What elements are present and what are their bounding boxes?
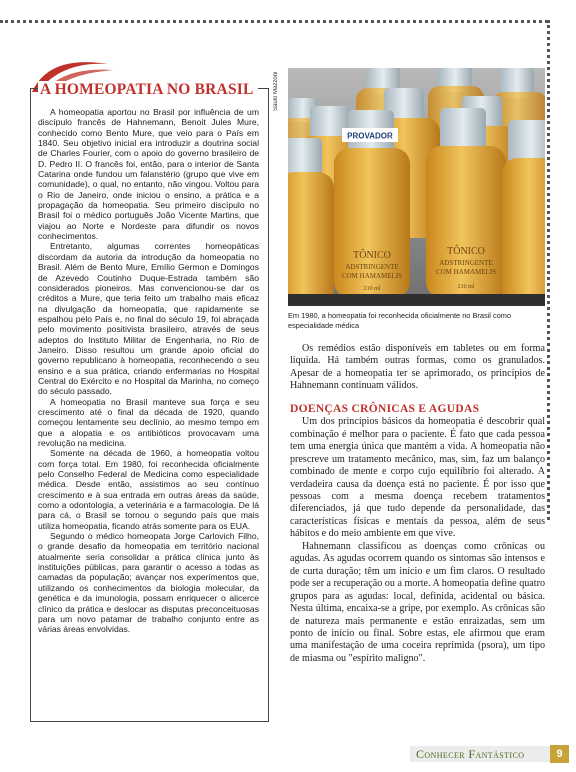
sidebar-paragraph: Somente na década de 1960, a homeopatia voltou com força total. Em 1980, foi reconhecida oficialmente pelo Conselho Federal de Medicina como especialidade médica. Desde então, assistimos ao seu contínuo crescimento e à sua entrada em outras áreas da saúde, como a odontologia, a veterinária e a farmacologia. De lá para cá, o Brasil se tornou o segundo país que mais utiliza homeopatia, ficando atrás somente para os EUA.	[38, 448, 259, 531]
sidebar-paragraph: A homeopatia aportou no Brasil por influência de um discípulo francês de Hahnemann, Benoit Jules Mure, conhecido como Bento Mure, que veio para o País em 1840. Seu objetivo inicial era introduzir a doutrina social de Charles Fourier, com o apoio do governo brasileiro de D. Pedro II. O francês foi, então, para o interior de Santa Catarina onde fundou um falanstério (grupo que vive em comunidade), o qual, no entanto, não vingou. Voltou para o Rio de Janeiro, onde iniciou o ensino, a prática e a propagação da homeopatia. Seu primeiro discípulo no Brasil foi o médico português João Vicente Martins, que viajou ao Norte e Nordeste para difundir os novos conhecimentos.	[38, 107, 259, 242]
bottle-label-line: TÔNICO	[447, 246, 485, 257]
article-intro: Os remédios estão disponíveis em tabletes ou em forma líquida. Há também outras formas, como os granulados. Apesar de a homeopatia ter se aprimorado, os princípios de Hahnemann continuam válidos.	[290, 343, 545, 392]
bottle-tag-text: PROVADOR	[347, 131, 393, 141]
bottle-label-line: 210 ml	[457, 284, 475, 290]
bottle-label-line: COM HAMAMELIS	[341, 272, 403, 280]
bottle-label-line: ADSTRINGENTE	[345, 263, 399, 271]
bottles-illustration	[288, 68, 545, 306]
sidebar-paragraph: Entretanto, algumas correntes homeopáticas discordam da autoria da introdução da homeopatia no Brasil. Além de Bento Mure, Emílio Germon e Domingos de Azevedo Coutinho Duque-Estrada também são considerados pioneiros. Mas convencionou-se dar os créditos a Mure, que teria feito um trabalho mais eficaz na divulgação da homeopatia, que rapidamente se espalhou pelo País e, no final do século 19, foi abraçada pelo movimento positivista brasileiro, através de seus adeptos do Instituto Militar de Engenharia, no Rio de Janeiro. Disso resultou um grande apoio oficial do governo republicano à homeopatia, reconhecendo o seu ensino e a sua prática, criando enfermarias no Hospital Central do Exército e no Hospital da Marinha, no começo do século passado.	[38, 241, 259, 397]
bottle-label-line: 210 ml	[363, 286, 381, 292]
article-paragraph: Hahnemann classificou as doenças como crônicas ou agudas. As agudas ocorrem quando os sintomas são intensos e de curta duração; têm um início e um fim claros. O resultado pode ser a recuperação ou a morte. A homeopatia define quatro grupos para as agudas: local, definida, acidental ou básica. Nesta última, encaixa-se a gripe, por exemplo. As crônicas são de natureza mais permanente e estão enraizadas, sem um ponto de início ou final. Sobre estas, ele afirmou que eram uma manifestação de uma coceira reprimida (psora), um tipo de miasma ou "espírito maligno".	[290, 540, 545, 664]
sidebar-body	[38, 107, 259, 717]
top-dotted-border	[0, 20, 548, 23]
sidebar-paragraph: A homeopatia no Brasil manteve sua força e seu crescimento até o final da década de 1920, quando começou lentamente seu declínio, ao mesmo tempo em que a alopatia e os antibióticos provocavam uma revolução na medicina.	[38, 396, 259, 448]
photo-credit: Saulo Mazzoni	[273, 72, 279, 112]
article-column	[290, 343, 545, 735]
bottles-photo	[288, 68, 545, 306]
right-dotted-border	[547, 20, 550, 520]
bottle-label-line: ADSTRINGENTE	[439, 259, 493, 267]
bottle-label-line: COM HAMAMELIS	[435, 268, 497, 276]
bottle-label-line: TÔNICO	[353, 250, 391, 261]
article-paragraph: Um dos princípios básicos da homeopatia é descobrir qual combinação é melhor para o paciente. É fato que cada pessoa tem uma energia única que mantém a vida. A homeopatia não prescreve um tratamento mecânico, mas, sim, faz um balanço combinado de mente e corpo cujo equilíbrio foi alterado. A verdadeira causa da doença está no paciente. É por isso que pessoas com a mesma doença recebem tratamentos diferenciados, já que tudo depende da personalidade, das características físicas e mentais da pessoa, além de seus hábitos e do meio ambiente em que vive.	[290, 416, 545, 540]
photo-caption: Em 1980, a homeopatia foi reconhecida oficialmente no Brasil como especialidade médica	[288, 311, 512, 330]
sidebar-title: A HOMEOPATIA NO BRASIL	[38, 81, 258, 99]
magazine-name: Conhecer Fantástico	[416, 747, 525, 761]
sidebar-paragraph: Segundo o médico homeopata Jorge Carlovich Filho, o grande desafio da homeopatia em território nacional atualmente seria consolidar a prática clínica junto às instituições públicas, para garantir o acesso a todas as camadas da população; avançar nos experimentos que, utilizando os conhecimentos da biologia molecular, da genética e da imunologia, possam enriquecer o alicerce clínico da prática e deslocar as disputas preconceituosas para um novo patamar de trabalho conjunto entre as várias áreas envolvidas.	[38, 531, 259, 635]
page-number: 9	[550, 745, 569, 763]
article-heading: DOENÇAS CRÔNICAS E AGUDAS	[290, 402, 480, 415]
